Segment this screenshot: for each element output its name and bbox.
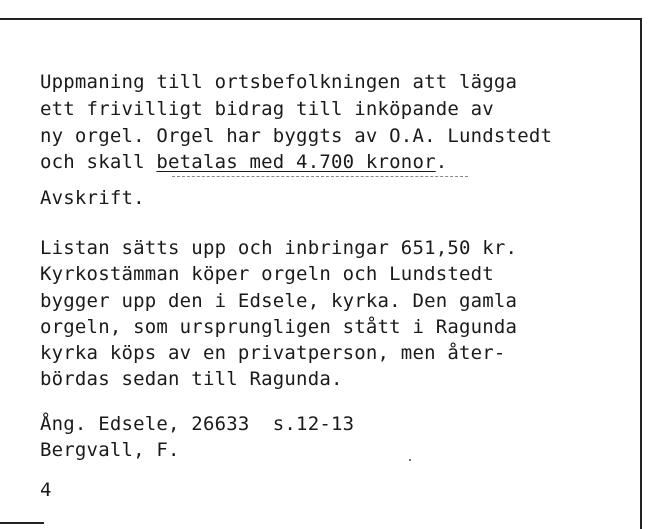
card-number: 4 (40, 479, 52, 501)
intro-line-3: ny orgel. Orgel har byggts av O.A. Lundstedt (40, 125, 553, 147)
body-line-6: bördas sedan till Ragunda. (40, 368, 343, 390)
source-reference: Ång. Edsele, 26633 s.12-13 (40, 413, 355, 435)
intro-line-4 (40, 150, 447, 174)
card-border-right (640, 18, 642, 529)
card-border-bottom (0, 522, 44, 524)
author-line: Bergvall, F. (40, 439, 180, 461)
intro-line-4-prefix: och skall (40, 151, 157, 173)
body-line-3: bygger upp den i Edsele, kyrka. Den gamla (40, 290, 518, 312)
body-line-5: kyrka köps av en privatperson, men åter- (40, 342, 506, 364)
body-line-1: Listan sätts upp och inbringar 651,50 kr. (40, 237, 518, 259)
intro-line-4-suffix: . (435, 151, 448, 173)
card-border-top (0, 18, 642, 20)
pencil-underline (172, 176, 468, 178)
intro-line-1: Uppmaning till ortsbefolkningen att lägga (40, 71, 518, 93)
body-line-2: Kyrkostämman köper orgeln och Lundstedt (40, 263, 494, 285)
price-underlined: betalas med 4.700 kronor (156, 151, 436, 173)
body-line-4: orgeln, som ursprungligen stått i Ragunda (40, 316, 518, 338)
avskrift-label: Avskrift. (40, 187, 145, 209)
stray-dot (409, 459, 411, 461)
intro-line-2: ett frivilligt bidrag till inköpande av (40, 98, 494, 120)
